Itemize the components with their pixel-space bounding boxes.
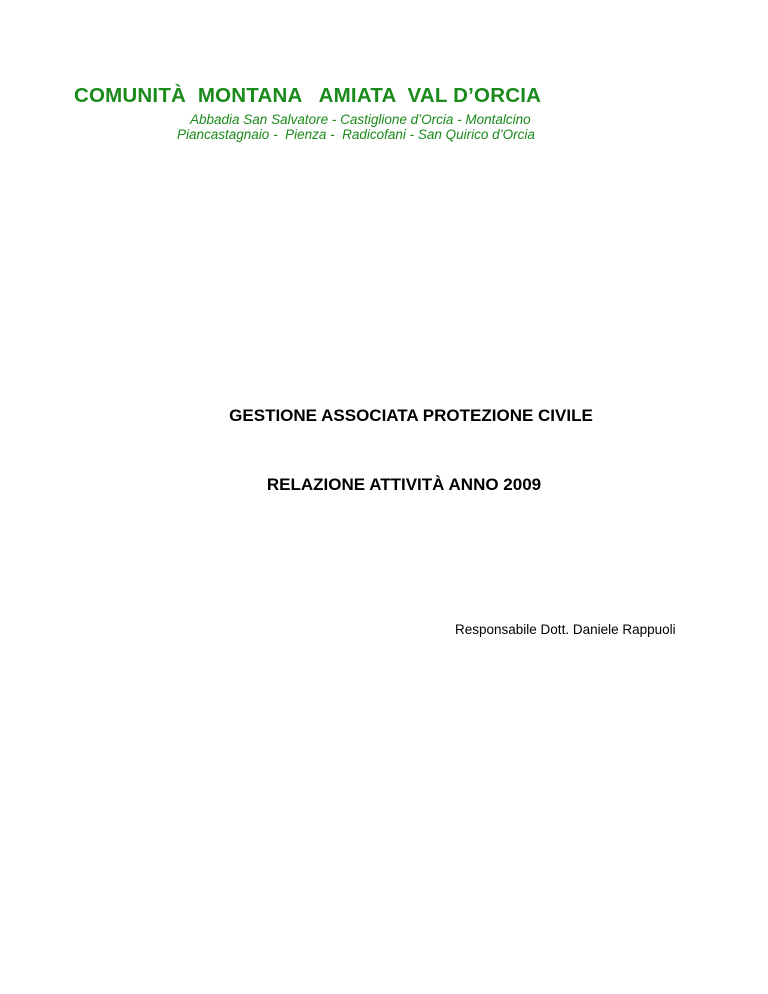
responsible-person: Responsabile Dott. Daniele Rappuoli bbox=[455, 622, 676, 637]
document-title: GESTIONE ASSOCIATA PROTEZIONE CIVILE bbox=[229, 406, 593, 425]
organization-title: COMUNITÀ MONTANA AMIATA VAL D’ORCIA bbox=[74, 84, 542, 107]
document-subtitle: RELAZIONE ATTIVITÀ ANNO 2009 bbox=[266, 475, 542, 494]
municipalities-line-2: Piancastagnaio - Pienza - Radicofani - San Quirico d’Orcia bbox=[177, 127, 535, 142]
municipalities-line-1: Abbadia San Salvatore - Castiglione d’Orcia - Montalcino bbox=[190, 112, 531, 127]
